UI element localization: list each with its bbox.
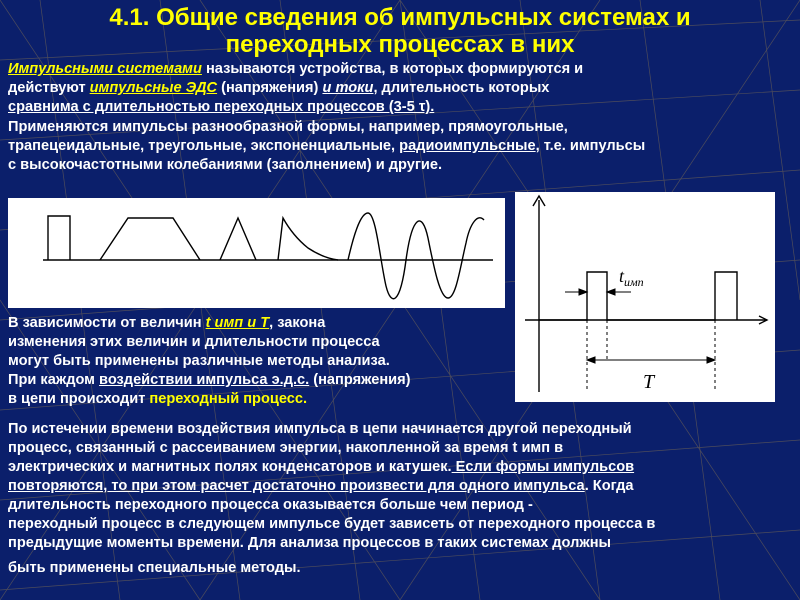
periodic-pulse-svg xyxy=(515,192,775,402)
pulse-shapes-svg xyxy=(8,198,505,308)
dep-line-4a: При каждом xyxy=(8,372,100,388)
after-line-5: длительность переходного процесса оказывается больше чем период - xyxy=(8,497,533,513)
intro-paragraph xyxy=(8,60,793,117)
after-line-6: переходный процесс в следующем импульсе будет зависеть от переходного процесса в xyxy=(8,516,656,532)
dep-text-1: В зависимости от величин xyxy=(8,315,206,331)
after-line-7: предыдущие моменты времени. Для анализа процессов в таких системах должны xyxy=(8,535,612,551)
intro-text-1: называются устройства, в которых формируются и xyxy=(201,61,584,77)
dep-line-4b: (напряжения) xyxy=(309,372,411,388)
intro-text-3: (напряжения) xyxy=(217,80,323,96)
after-line-4u: повторяются, то при этом расчет достаточно произвести для одного импульса xyxy=(8,478,585,494)
trapezoidal-pulse xyxy=(100,218,200,260)
term-radio-pulses: радиоимпульсные xyxy=(399,138,536,154)
dep-line-5a: в цепи происходит xyxy=(8,391,150,407)
term-impulse-systems: Импульсными системами xyxy=(8,61,202,77)
period-label: T xyxy=(643,371,655,393)
dep-text-2: , закона xyxy=(269,315,326,331)
term-timp-T: t имп и T xyxy=(205,315,270,331)
pulse-shapes-figure xyxy=(8,198,505,308)
intro-text-4: , длительность которых xyxy=(373,80,550,96)
term-impulse-emf: импульсные ЭДС xyxy=(89,80,218,96)
term-and-currents: и токи xyxy=(322,80,374,96)
periodic-pulse-diagram xyxy=(515,192,775,402)
intro-underlined: сравнима с длительностью переходных процессов (3-5 τ). xyxy=(8,99,435,115)
after-line-8: быть применены специальные методы. xyxy=(8,560,301,576)
after-line-1: По истечении времени воздействия импульса в цепи начинается другой переходный xyxy=(8,421,632,437)
title-line-2: переходных процессах в них xyxy=(225,31,575,58)
shapes-paragraph xyxy=(8,118,793,175)
page-title xyxy=(10,4,790,58)
shapes-line-2a: трапецеидальные, треугольные, экспоненциальные, xyxy=(8,138,400,154)
intro-text-2: действуют xyxy=(8,80,90,96)
t-imp-label: $t_{имп}$ xyxy=(619,266,644,289)
term-pulse-impact: воздействии импульса э.д.с. xyxy=(99,372,310,388)
after-line-4b: . Когда xyxy=(584,478,634,494)
dep-line-2: изменения этих величин и длительности процесса xyxy=(8,334,380,350)
exponential-pulse xyxy=(278,218,338,260)
triangular-pulse xyxy=(220,218,256,260)
after-line-3a: электрических и магнитных полях конденсаторов и катушек. xyxy=(8,459,452,475)
dep-line-3: могут быть применены различные методы анализа. xyxy=(8,353,390,369)
shapes-line-2b: , т.е. импульсы xyxy=(535,138,646,154)
shapes-line-1: Применяются импульсы разнообразной формы, например, прямоугольные, xyxy=(8,119,568,135)
after-paragraph xyxy=(8,420,793,578)
rectangular-pulse xyxy=(48,216,70,260)
after-line-3u: Если формы импульсов xyxy=(451,459,635,475)
shapes-line-3: с высокочастотными колебаниями (заполнением) и другие. xyxy=(8,157,443,173)
dependence-paragraph xyxy=(8,314,513,409)
radio-pulse xyxy=(348,213,484,299)
title-line-1: 4.1. Общие сведения об импульсных системах и xyxy=(109,4,691,31)
term-transient: переходный процесс. xyxy=(149,391,308,407)
after-line-2: процесс, связанный с рассеиванием энергии, накопленной за время t имп в xyxy=(8,440,564,456)
